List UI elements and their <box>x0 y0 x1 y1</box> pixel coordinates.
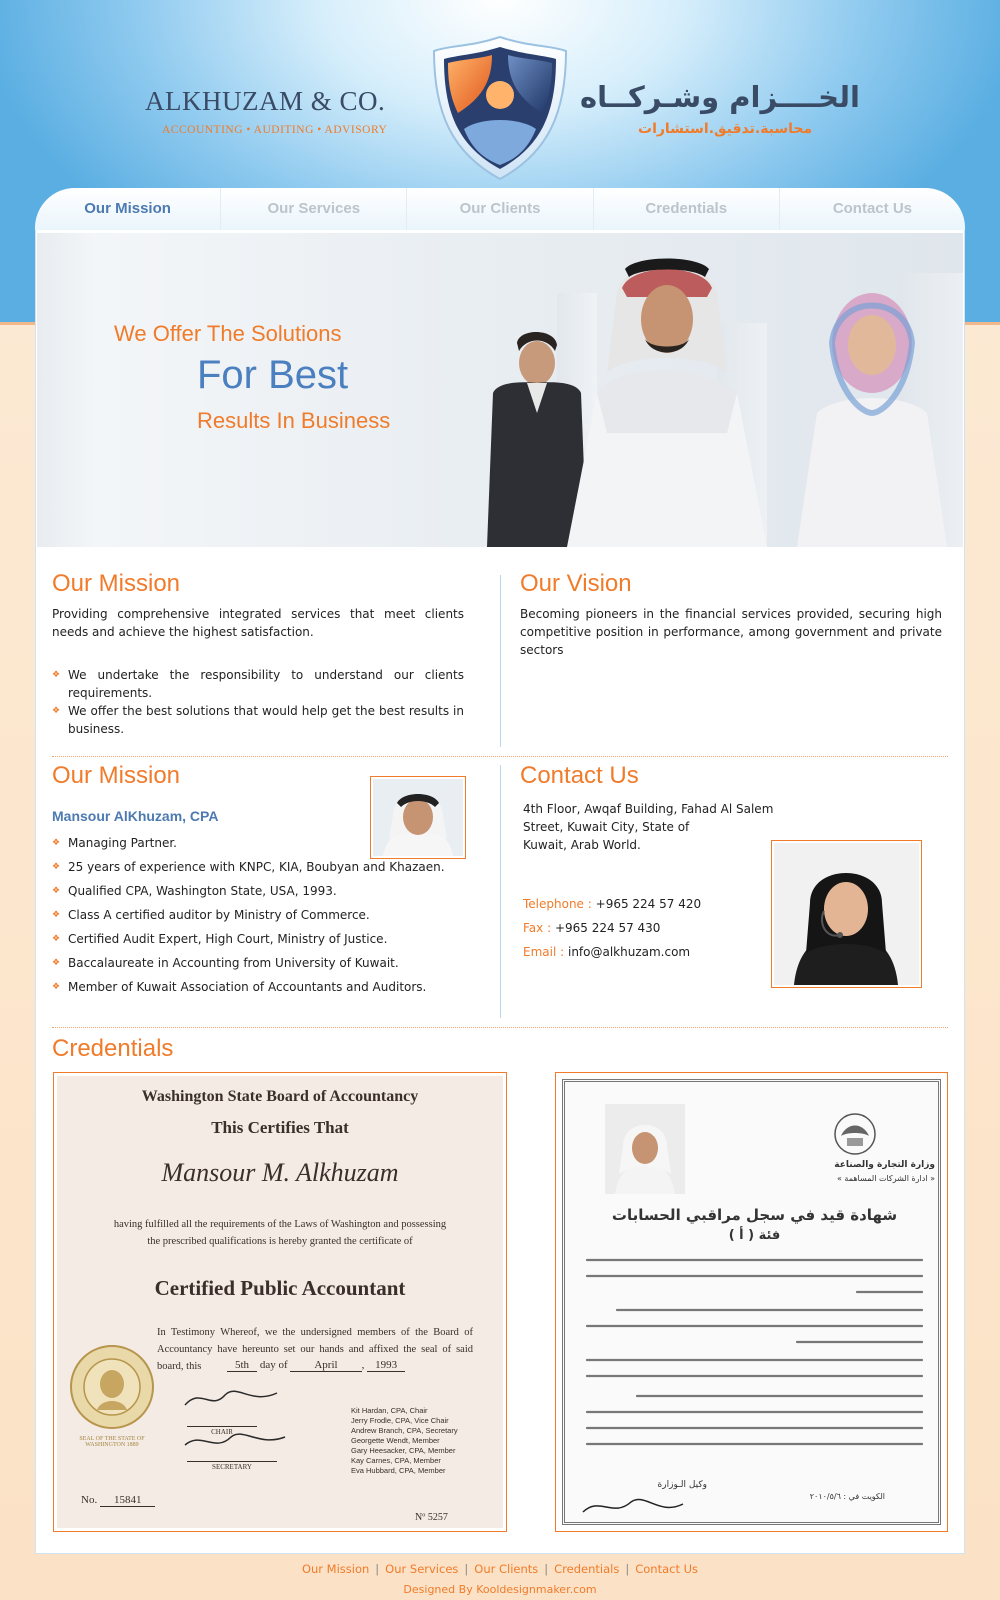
cert-members <box>351 1406 458 1476</box>
footer-separator: | <box>464 1562 469 1576</box>
tagline-arabic: محاسبة.تدقيق.استشارات <box>638 121 813 137</box>
mission-bullets <box>52 666 464 738</box>
list-item: ❖ Certified Audit Expert, High Court, Ministry of Justice. <box>52 930 464 948</box>
banner-line-3: Results In Business <box>197 408 391 433</box>
footer-separator: | <box>625 1562 630 1576</box>
cert-body: having fulfilled all the requirements of the Laws of Washington and possessing the prescribed qualifications is hereby granted the certificate of <box>113 1219 447 1247</box>
cert-number <box>81 1494 155 1506</box>
member-line: Georgette Wendt, Member <box>351 1436 440 1445</box>
footer-link-credentials[interactable]: Credentials <box>554 1562 620 1576</box>
section-divider <box>52 756 948 757</box>
tagline-english: ACCOUNTING • AUDITING • ADVISORY <box>162 124 388 136</box>
cert-serial <box>415 1512 448 1523</box>
vision-title: Our Vision <box>520 570 632 597</box>
nav-our-services[interactable]: Our Services <box>221 188 407 230</box>
footer-link-our-clients[interactable]: Our Clients <box>474 1562 539 1576</box>
nav-our-clients[interactable]: Our Clients <box>407 188 593 230</box>
building-image <box>37 233 97 547</box>
profile-name: Mansour AlKhuzam, CPA <box>52 808 219 824</box>
list-item: ❖ Class A certified auditor by Ministry of Commerce. <box>52 906 464 924</box>
member-line: Kit Hardan, CPA, Chair <box>351 1406 428 1415</box>
header <box>0 0 1000 190</box>
member-line: Eva Hubbard, CPA, Member <box>351 1466 446 1475</box>
logo-english[interactable]: ALKHUZAM & CO. <box>145 86 386 116</box>
cert-title: Certified Public Accountant <box>154 1276 406 1300</box>
business-people-photo <box>457 233 963 547</box>
cert-board: Washington State Board of Accountancy <box>141 1088 419 1105</box>
list-item: ❖ Managing Partner. <box>52 834 464 852</box>
list-item: ❖ Member of Kuwait Association of Accountants and Auditors. <box>52 978 464 996</box>
support-agent-photo <box>771 840 922 988</box>
fax-value: +965 224 57 430 <box>554 921 661 935</box>
vision-section <box>520 570 942 659</box>
telephone-label: Telephone : <box>523 897 592 911</box>
mission-title: Our Mission <box>52 570 181 597</box>
cert-holder-name: Mansour M. Alkhuzam <box>161 1158 399 1187</box>
hero-banner <box>37 233 963 547</box>
mission-text: Providing comprehensive integrated services that meet clients needs and achieve the highest satisfaction. <box>52 607 464 639</box>
nav-our-mission[interactable]: Our Mission <box>35 188 221 230</box>
address-line: Kuwait, Arab World. <box>523 838 641 852</box>
shield-logo-icon[interactable] <box>430 33 570 183</box>
member-line: Gary Heesacker, CPA, Member <box>351 1446 456 1455</box>
footer-credit[interactable]: Designed By Kooldesignmaker.com <box>403 1583 597 1596</box>
man-portrait-icon <box>373 779 463 856</box>
list-item: ❖ Baccalaureate in Accounting from University of Kuwait. <box>52 954 464 972</box>
certificate-paper <box>562 1079 941 1525</box>
cert-number-value: 15841 <box>100 1494 156 1507</box>
list-item: ❖ Qualified CPA, Washington State, USA, 1993. <box>52 882 464 900</box>
footer-links <box>0 1562 1000 1576</box>
address-line: Street, Kuwait City, State of <box>523 820 690 834</box>
kw-cert-date: الكويت في : ٢٠١٠/٥/٦ <box>809 1492 885 1501</box>
footer-separator: | <box>375 1562 380 1576</box>
credentials-section <box>52 1035 173 1063</box>
nav-credentials[interactable]: Credentials <box>594 188 780 230</box>
signature-icon <box>579 1492 689 1522</box>
email-link[interactable]: info@alkhuzam.com <box>567 945 691 959</box>
state-seal-icon <box>69 1344 155 1430</box>
cert-testimony: In Testimony Whereof, we the undersigned members of the Board of Accountancy have hereunto set our hands and affixed the seal of said board, this <box>157 1327 473 1372</box>
cert-number-label: No. <box>81 1494 98 1506</box>
kw-cert-category: فئة ( أ ) <box>728 1228 781 1243</box>
profile-title: Our Mission <box>52 762 181 789</box>
cert-day-of: day of <box>259 1359 288 1371</box>
cert-day: 5th <box>227 1359 257 1372</box>
cert-month: April <box>290 1359 361 1372</box>
arabic-text-lines <box>577 1252 932 1482</box>
member-line: Kay Carnes, CPA, Member <box>351 1456 441 1465</box>
logo-arabic[interactable]: الخــــزام وشـركــاه <box>580 80 860 114</box>
kuwait-emblem-icon <box>833 1112 877 1156</box>
telephone-value[interactable]: +965 224 57 420 <box>595 897 702 911</box>
main-nav <box>35 188 965 230</box>
cert-date: 5th day of April , 1993 <box>227 1359 405 1371</box>
department-name: « ادارة الشركات المساهمة » <box>836 1174 935 1183</box>
nav-contact-us[interactable]: Contact Us <box>832 200 912 217</box>
profile-photo <box>370 776 466 859</box>
seal-text: SEAL OF THE STATE OF WASHINGTON 1889 <box>79 1436 145 1448</box>
ministry-name: وزارة التجارة والصناعة <box>834 1160 935 1170</box>
certificate-paper <box>57 1076 503 1528</box>
footer-separator: | <box>544 1562 549 1576</box>
us-cpa-certificate[interactable] <box>53 1072 507 1532</box>
footer-link-our-mission[interactable]: Our Mission <box>301 1562 370 1576</box>
column-divider <box>500 765 501 1018</box>
signatures-icon <box>181 1381 291 1461</box>
footer-link-contact-us[interactable]: Contact Us <box>635 1562 699 1576</box>
list-item: ❖ 25 years of experience with KNPC, KIA, Boubyan and Khazaen. <box>52 858 464 876</box>
list-item: ❖ We offer the best solutions that would help get the best results in business. <box>52 702 464 738</box>
fax-label: Fax : <box>523 921 552 935</box>
banner-line-2: For Best <box>197 353 349 397</box>
contact-title: Contact Us <box>520 762 639 789</box>
cert-chair-label: CHAIR <box>187 1426 257 1436</box>
cert-serial-value: 5257 <box>427 1512 448 1523</box>
footer-link-our-services[interactable]: Our Services <box>385 1562 459 1576</box>
banner-line-1: We Offer The Solutions <box>114 321 342 346</box>
section-divider <box>52 1027 948 1028</box>
credentials-title: Credentials <box>52 1035 174 1062</box>
kw-cert-undersecretary: وكيل الـوزارة <box>657 1480 707 1490</box>
cert-certifies: This Certifies That <box>211 1118 349 1137</box>
vision-text: Becoming pioneers in the financial services provided, securing high competitive position in performance, among government and private sectors <box>520 607 942 657</box>
kw-cert-title: شهادة قيد في سجل مراقبي الحسابات <box>611 1206 898 1224</box>
address-line: 4th Floor, Awqaf Building, Fahad Al Salem <box>523 802 774 816</box>
support-agent-icon <box>774 843 919 985</box>
cert-serial-label: Nº <box>415 1512 426 1523</box>
kuwait-auditor-certificate[interactable] <box>555 1072 948 1532</box>
cert-year: 1993 <box>367 1359 405 1372</box>
member-line: Jerry Frodle, CPA, Vice Chair <box>351 1416 449 1425</box>
member-line: Andrew Branch, CPA, Secretary <box>351 1426 458 1435</box>
list-item: ❖ We undertake the responsibility to understand our clients requirements. <box>52 666 464 702</box>
holder-photo-icon <box>605 1104 685 1194</box>
mission-section <box>52 570 464 738</box>
column-divider <box>500 575 501 747</box>
email-label: Email : <box>523 945 565 959</box>
cert-secretary-label: SECRETARY <box>187 1461 277 1471</box>
